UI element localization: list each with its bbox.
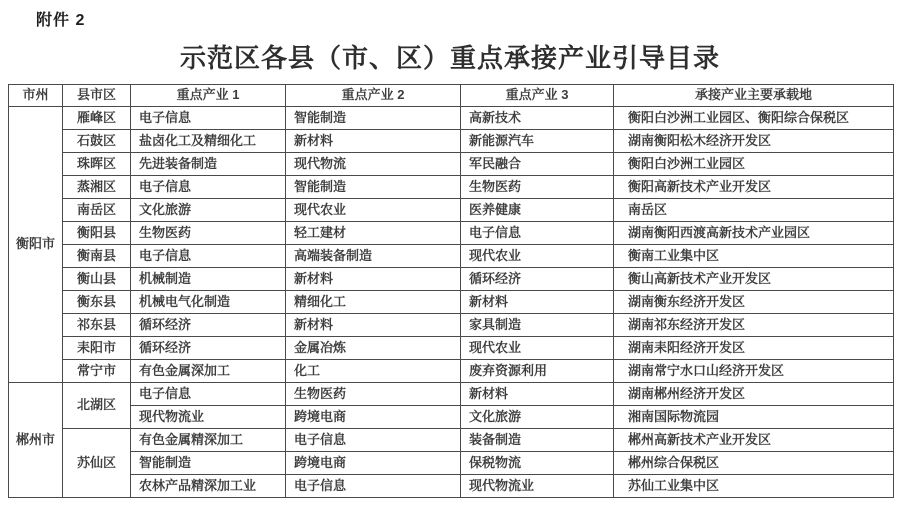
industry-cell-3: 循环经济 xyxy=(461,268,614,291)
header-industry-2: 重点产业 2 xyxy=(286,85,461,107)
city-cell: 衡阳市 xyxy=(9,107,63,383)
table-row xyxy=(9,360,894,383)
industry-cell-2: 新材料 xyxy=(286,268,461,291)
carrier-cell: 湘南国际物流园 xyxy=(614,406,894,429)
industry-cell-2: 轻工建材 xyxy=(286,222,461,245)
industry-cell-3: 新材料 xyxy=(461,383,614,406)
table-row xyxy=(9,314,894,337)
table-row xyxy=(9,222,894,245)
industry-cell-2: 电子信息 xyxy=(286,475,461,498)
industry-cell-1: 循环经济 xyxy=(131,314,286,337)
carrier-cell: 衡山高新技术产业开发区 xyxy=(614,268,894,291)
industry-cell-1: 生物医药 xyxy=(131,222,286,245)
carrier-cell: 衡南工业集中区 xyxy=(614,245,894,268)
industry-cell-3: 废弃资源利用 xyxy=(461,360,614,383)
district-cell: 衡东县 xyxy=(63,291,131,314)
district-cell: 衡南县 xyxy=(63,245,131,268)
industry-cell-2: 新材料 xyxy=(286,314,461,337)
city-cell: 郴州市 xyxy=(9,383,63,498)
carrier-cell: 湖南耒阳经济开发区 xyxy=(614,337,894,360)
carrier-cell: 衡阳白沙洲工业园区 xyxy=(614,153,894,176)
carrier-cell: 湖南衡阳松木经济开发区 xyxy=(614,130,894,153)
carrier-cell: 湖南祁东经济开发区 xyxy=(614,314,894,337)
district-cell: 珠晖区 xyxy=(63,153,131,176)
industry-cell-2: 新材料 xyxy=(286,130,461,153)
carrier-cell: 湖南郴州经济开发区 xyxy=(614,383,894,406)
industry-cell-3: 电子信息 xyxy=(461,222,614,245)
industry-cell-3: 文化旅游 xyxy=(461,406,614,429)
carrier-cell: 湖南衡阳西渡高新技术产业园区 xyxy=(614,222,894,245)
page-title: 示范区各县（市、区）重点承接产业引导目录 xyxy=(179,43,720,73)
table-row xyxy=(9,337,894,360)
industry-cell-2: 生物医药 xyxy=(286,383,461,406)
industry-cell-1: 文化旅游 xyxy=(131,199,286,222)
header-city: 市州 xyxy=(9,85,63,107)
industry-cell-3: 新能源汽车 xyxy=(461,130,614,153)
district-cell: 耒阳市 xyxy=(63,337,131,360)
table-body xyxy=(9,107,894,498)
table-row xyxy=(9,107,894,130)
industry-cell-3: 保税物流 xyxy=(461,452,614,475)
table-row xyxy=(9,268,894,291)
table-row xyxy=(9,452,894,475)
industry-cell-2: 智能制造 xyxy=(286,176,461,199)
table-row xyxy=(9,245,894,268)
district-cell: 雁峰区 xyxy=(63,107,131,130)
table-header-row xyxy=(9,85,894,107)
attachment-label: 附件 2 xyxy=(36,12,86,29)
table-row xyxy=(9,199,894,222)
industry-cell-2: 跨境电商 xyxy=(286,406,461,429)
header-industry-3: 重点产业 3 xyxy=(461,85,614,107)
industry-cell-2: 现代农业 xyxy=(286,199,461,222)
industry-cell-3: 现代农业 xyxy=(461,245,614,268)
industry-cell-3: 新材料 xyxy=(461,291,614,314)
district-cell: 石鼓区 xyxy=(63,130,131,153)
header-industry-1: 重点产业 1 xyxy=(131,85,286,107)
industry-cell-2: 化工 xyxy=(286,360,461,383)
district-cell: 衡阳县 xyxy=(63,222,131,245)
industry-cell-2: 跨境电商 xyxy=(286,452,461,475)
header-carrier: 承接产业主要承载地 xyxy=(614,85,894,107)
district-cell: 祁东县 xyxy=(63,314,131,337)
industry-cell-2: 金属冶炼 xyxy=(286,337,461,360)
industry-cell-2: 智能制造 xyxy=(286,107,461,130)
industry-cell-2: 现代物流 xyxy=(286,153,461,176)
table-row xyxy=(9,475,894,498)
district-cell: 蒸湘区 xyxy=(63,176,131,199)
industry-cell-1: 先进装备制造 xyxy=(131,153,286,176)
table-row xyxy=(9,406,894,429)
industry-cell-1: 电子信息 xyxy=(131,176,286,199)
carrier-cell: 衡阳高新技术产业开发区 xyxy=(614,176,894,199)
carrier-cell: 衡阳白沙洲工业园区、衡阳综合保税区 xyxy=(614,107,894,130)
district-cell: 苏仙区 xyxy=(63,429,131,498)
industry-cell-2: 高端装备制造 xyxy=(286,245,461,268)
industry-catalog-table xyxy=(8,84,894,498)
industry-cell-3: 现代农业 xyxy=(461,337,614,360)
industry-cell-3: 军民融合 xyxy=(461,153,614,176)
carrier-cell: 苏仙工业集中区 xyxy=(614,475,894,498)
industry-cell-1: 电子信息 xyxy=(131,107,286,130)
industry-cell-1: 有色金属精深加工 xyxy=(131,429,286,452)
district-cell: 南岳区 xyxy=(63,199,131,222)
table-row xyxy=(9,130,894,153)
carrier-cell: 湖南衡东经济开发区 xyxy=(614,291,894,314)
district-cell: 衡山县 xyxy=(63,268,131,291)
industry-cell-1: 智能制造 xyxy=(131,452,286,475)
industry-cell-1: 农林产品精深加工业 xyxy=(131,475,286,498)
industry-cell-3: 生物医药 xyxy=(461,176,614,199)
district-cell: 常宁市 xyxy=(63,360,131,383)
industry-cell-1: 盐卤化工及精细化工 xyxy=(131,130,286,153)
industry-cell-1: 机械电气化制造 xyxy=(131,291,286,314)
industry-cell-3: 装备制造 xyxy=(461,429,614,452)
table-row xyxy=(9,383,894,406)
table-row xyxy=(9,176,894,199)
district-cell: 北湖区 xyxy=(63,383,131,429)
industry-cell-1: 机械制造 xyxy=(131,268,286,291)
table-row xyxy=(9,429,894,452)
industry-cell-1: 循环经济 xyxy=(131,337,286,360)
table-row xyxy=(9,153,894,176)
carrier-cell: 湖南常宁水口山经济开发区 xyxy=(614,360,894,383)
industry-cell-1: 电子信息 xyxy=(131,383,286,406)
industry-cell-3: 医养健康 xyxy=(461,199,614,222)
industry-cell-3: 现代物流业 xyxy=(461,475,614,498)
carrier-cell: 南岳区 xyxy=(614,199,894,222)
industry-cell-1: 有色金属深加工 xyxy=(131,360,286,383)
header-district: 县市区 xyxy=(63,85,131,107)
carrier-cell: 郴州综合保税区 xyxy=(614,452,894,475)
industry-cell-3: 高新技术 xyxy=(461,107,614,130)
table-row xyxy=(9,291,894,314)
industry-cell-1: 电子信息 xyxy=(131,245,286,268)
industry-cell-2: 精细化工 xyxy=(286,291,461,314)
industry-cell-3: 家具制造 xyxy=(461,314,614,337)
industry-cell-1: 现代物流业 xyxy=(131,406,286,429)
industry-cell-2: 电子信息 xyxy=(286,429,461,452)
carrier-cell: 郴州高新技术产业开发区 xyxy=(614,429,894,452)
